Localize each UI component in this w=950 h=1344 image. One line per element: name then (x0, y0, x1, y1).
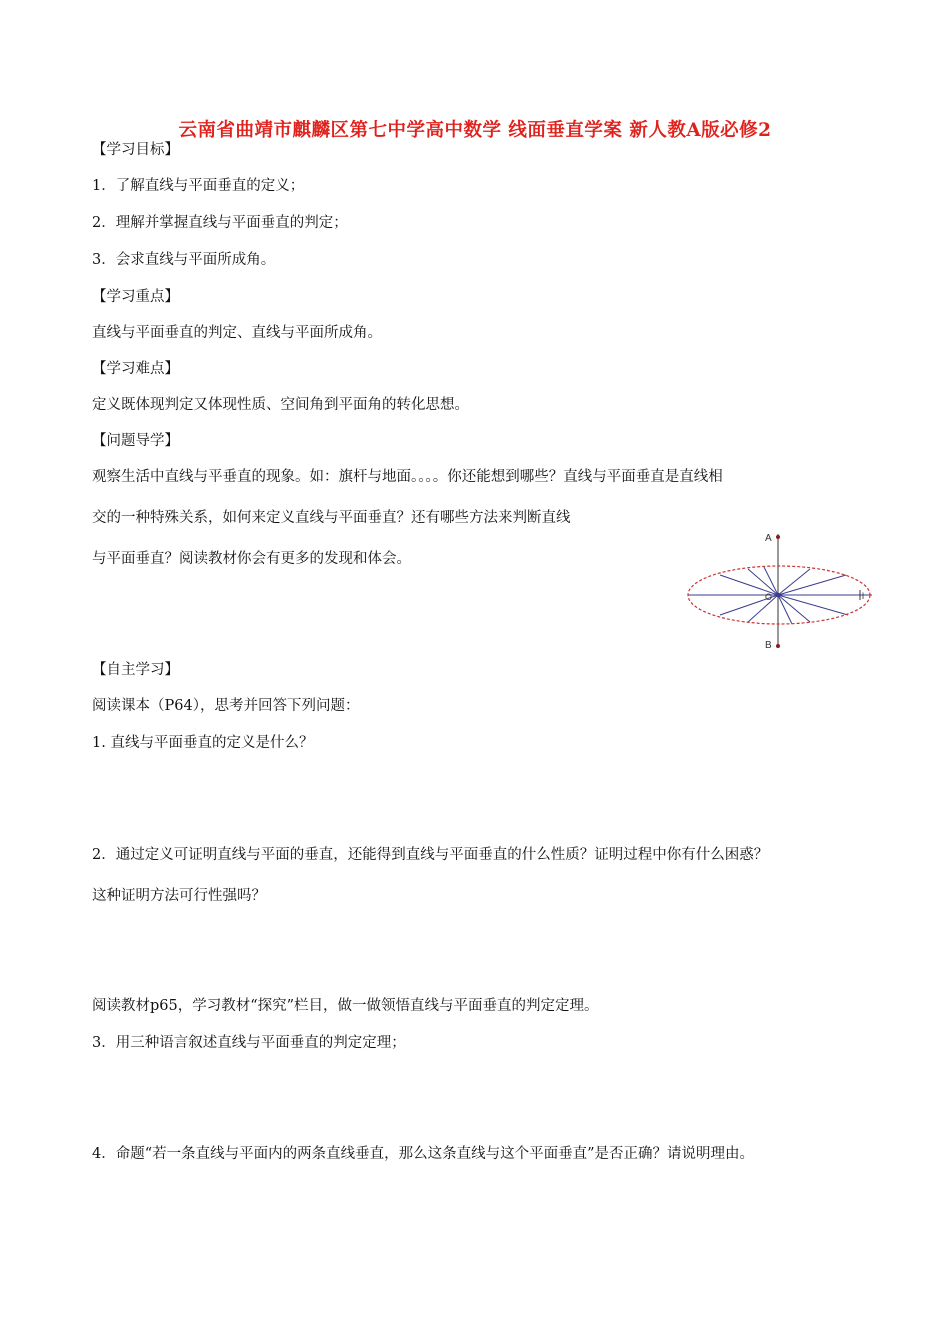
figure-label-a: A (765, 533, 772, 544)
goal-item-1: 1．了解直线与平面垂直的定义； (92, 178, 305, 194)
difficulty-heading: 【学习难点】 (92, 361, 179, 377)
figure-label-l: l (862, 591, 864, 601)
self-study-heading: 【自主学习】 (92, 662, 179, 678)
goal-item-3: 3．会求直线与平面所成角。 (92, 252, 276, 268)
question-3: 3．用三种语言叙述直线与平面垂直的判定定理； (92, 1035, 406, 1051)
figure-point-a (776, 535, 780, 539)
document-title: 云南省曲靖市麒麟区第七中学高中数学 线面垂直学案 新人教A版必修2 (178, 120, 772, 141)
question-2-line-1: 2．通过定义可证明直线与平面的垂直，还能得到直线与平面垂直的什么性质？证明过程中你有什么困惑？ (92, 847, 769, 863)
perpendicular-line-plane-figure (676, 524, 884, 654)
difficulty-text: 定义既体现判定又体现性质、空间角到平面角的转化思想。 (92, 397, 469, 413)
guide-heading: 【问题导学】 (92, 433, 179, 449)
guide-line-3: 与平面垂直？阅读教材你会有更多的发现和体会。 (92, 551, 411, 567)
figure-label-o: O (765, 592, 773, 602)
question-1: 1. 直线与平面垂直的定义是什么？ (92, 735, 314, 751)
goal-item-2: 2．理解并掌握直线与平面垂直的判定； (92, 215, 348, 231)
question-4: 4．命题“若一条直线与平面内的两条直线垂直，那么这条直线与这个平面垂直”是否正确？请说明理由。 (92, 1146, 755, 1162)
figure-point-o (776, 593, 780, 597)
figure-label-b: B (765, 640, 772, 651)
read-intro: 阅读课本（P64），思考并回答下列问题： (92, 698, 360, 714)
read-p65: 阅读教材p65，学习教材“探究”栏目，做一做领悟直线与平面垂直的判定定理。 (92, 998, 599, 1014)
key-text: 直线与平面垂直的判定、直线与平面所成角。 (92, 325, 382, 341)
figure-point-b (776, 644, 780, 648)
guide-line-2: 交的一种特殊关系，如何来定义直线与平面垂直？还有哪些方法来判断直线 (92, 510, 571, 526)
guide-line-1: 观察生活中直线与平垂直的现象。如：旗杆与地面。。。。你还能想到哪些？直线与平面垂直是直线相 (92, 469, 723, 485)
question-2-line-2: 这种证明方法可行性强吗？ (92, 888, 266, 904)
key-heading: 【学习重点】 (92, 289, 179, 305)
goals-heading: 【学习目标】 (92, 142, 179, 158)
